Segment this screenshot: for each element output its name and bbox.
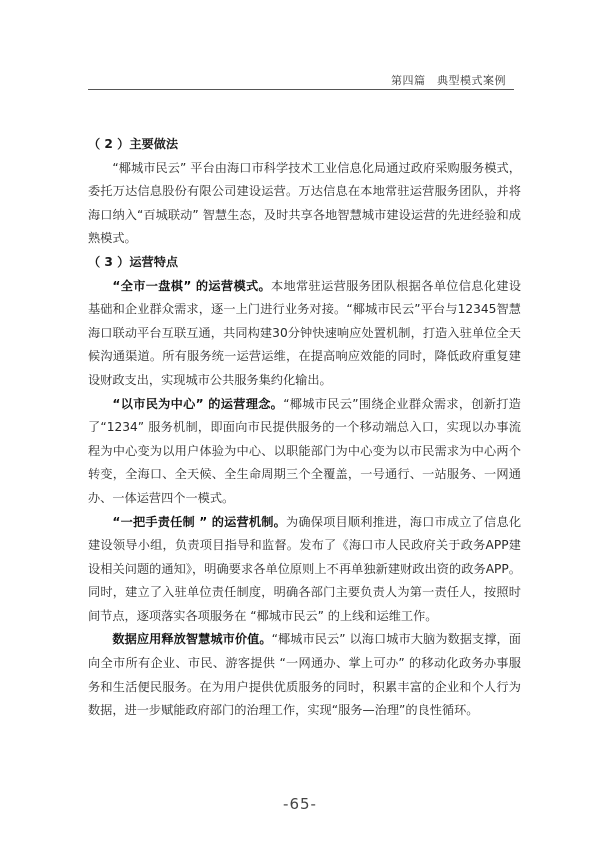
paragraph-body: “椰城市民云” 平台由海口市科学技术工业信息化局通过政府采购服务模式，委托万达信息股份有限公司建设运营。万达信息在本地常驻运营服务团队，并将海口纳入“百城联动” 智慧生态，及时共享各地智慧城市建设运营的先进经验和成熟模式。 — [88, 160, 521, 246]
running-header-text: 第四篇 典型模式案例 — [391, 74, 506, 87]
paragraph-body: 本地常驻运营服务团队根据各单位信息化建设基础和企业群众需求，逐一上门进行业务对接。“椰城市民云”平台与12345智慧海口联动平台互联互通，共同构建30分钟快速响应处置机制，打造入驻单位全天候沟通渠道。所有服务统一运营运维，在提高响应效能的同时，降低政府重复建设财政支出，实现城市公共服务集约化输出。 — [88, 278, 522, 387]
body-content — [88, 133, 521, 723]
paragraph-lead: “全市一盘棋” 的运营模式。 — [112, 278, 271, 293]
page-number: -65- — [283, 795, 317, 813]
section-heading-operation-features: （ 3 ）运营特点 — [88, 254, 179, 269]
paragraph-body: 为确保项目顺利推进，海口市成立了信息化建设领导小组，负责项目指导和监督。发布了《海口市人民政府关于政务APP建设相关问题的通知》，明确要求各单位原则上不再单独新建财政出资的政务APP。同时，建立了入驻单位责任制度，明确各部门主要负责人为第一责任人，按照时间节点，逐项落实各项服务在 “椰城市民云” 的上线和运维工作。 — [88, 514, 522, 623]
paragraph-data-application — [88, 628, 521, 722]
paragraph-lead: “以市民为中心” 的运营理念。 — [112, 396, 284, 411]
paragraph-lead: “一把手责任制 ” 的运营机制。 — [112, 514, 287, 529]
paragraph-body: “椰城市民云” 以海口城市大脑为数据支撑，面向全市所有企业、市民、游客提供 “一网通办、掌上可办” 的移动化政务办事服务和生活便民服务。在为用户提供优质服务的同时，积累丰富的企业和个人行为数据，进一步赋能政府部门的治理工作，实现“服务—治理”的良性循环。 — [88, 632, 521, 718]
paragraph-lead: 数据应用释放智慧城市价值。 — [112, 632, 272, 647]
paragraph-leader-responsibility — [88, 511, 521, 629]
paragraph-body: “椰城市民云”围绕企业群众需求，创新打造了“1234” 服务机制，即面向市民提供服务的一个移动端总入口，实现以办事流程为中心变为以用户体验为中心、以职能部门为中心变为以市民需求为中心两个转变，全海口、全天候、全生命周期三个全覆盖，一号通行、一站服务、一网通办、一体运营四个一模式。 — [88, 396, 521, 505]
paragraph-whole-city-model — [88, 275, 521, 393]
section-heading-main-approach: （ 2 ）主要做法 — [88, 137, 179, 151]
header-rule — [88, 89, 514, 90]
running-header — [88, 70, 514, 90]
paragraph-citizen-centered — [88, 393, 521, 511]
paragraph-main-approach — [88, 157, 521, 251]
